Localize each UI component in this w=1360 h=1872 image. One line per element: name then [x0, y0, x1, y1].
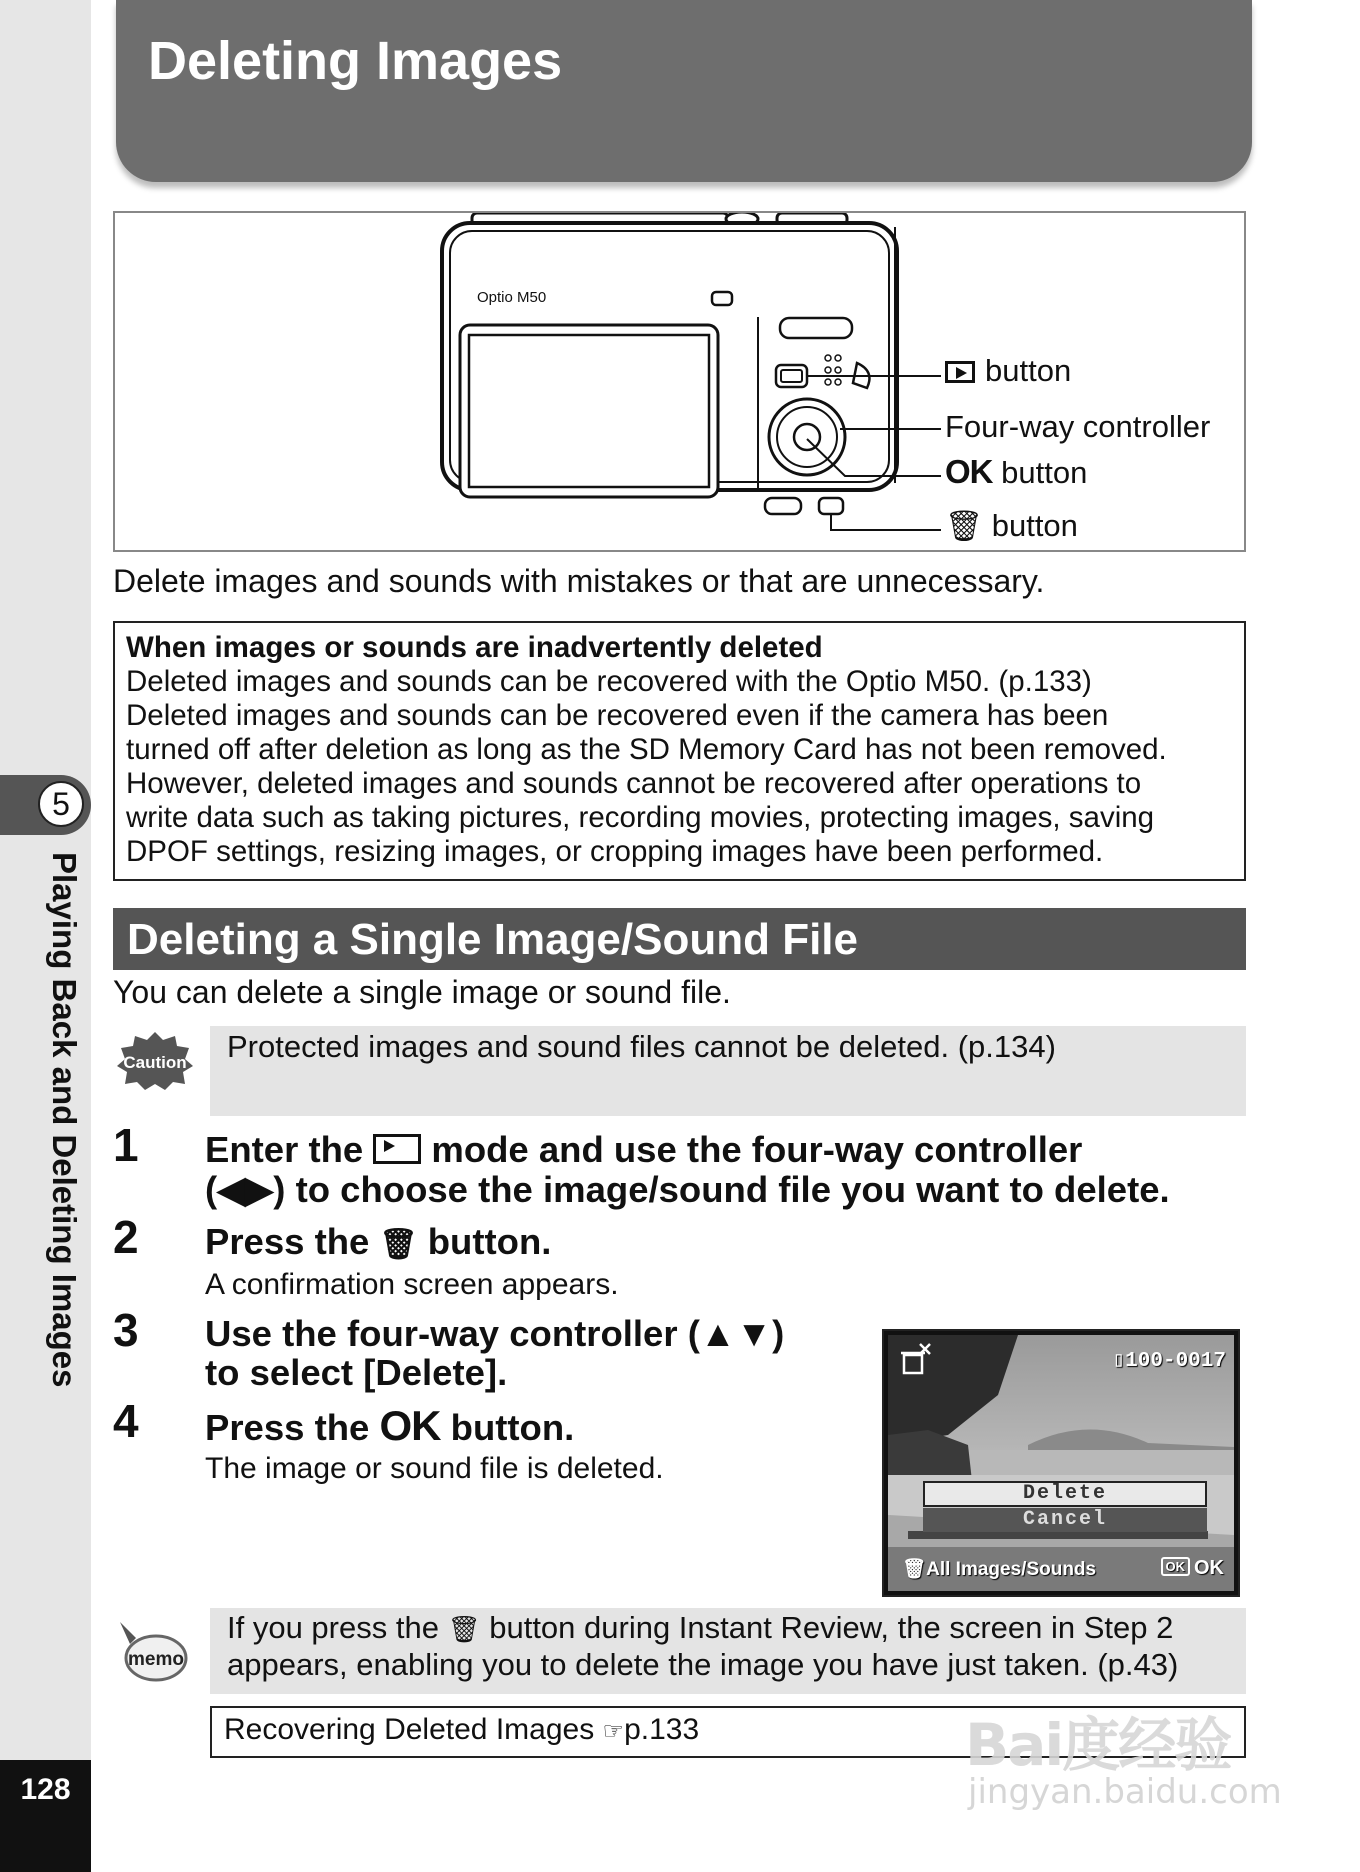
caution-icon	[115, 1030, 195, 1092]
trash-icon: 🗑	[945, 510, 984, 543]
step-1-line1: Enter the mode and use the four-way controller	[205, 1129, 1083, 1170]
note-heading: When images or sounds are inadvertently deleted	[126, 631, 823, 664]
note-line: Deleted images and sounds can be recovered with the Optio M50. (p.133)	[126, 665, 1092, 698]
camera-figure	[113, 211, 1246, 552]
chapter-title: Playing Back and Deleting Images	[46, 852, 83, 1388]
four-way-controller-callout: Four-way controller	[945, 409, 1211, 444]
section-heading-bar	[113, 908, 1246, 970]
note-line: However, deleted images and sounds cannot be recovered after operations to	[126, 767, 1142, 800]
memo-icon	[116, 1618, 188, 1684]
note-line: write data such as taking pictures, recording movies, protecting images, saving	[126, 801, 1155, 834]
menu-cancel-option[interactable]: Cancel	[923, 1508, 1207, 1532]
svg-text:memo: memo	[128, 1649, 184, 1670]
svg-text:Caution: Caution	[123, 1053, 187, 1072]
step-number: 1	[113, 1119, 139, 1171]
playback-button-callout: button	[945, 353, 1071, 389]
step-2-title: Press the 🗑 button.	[205, 1221, 552, 1262]
file-number: ▯100-0017	[1112, 1350, 1226, 1373]
title-banner	[116, 0, 1252, 182]
lcd-beach-photo	[888, 1335, 1234, 1591]
svg-text:Optio M50: Optio M50	[477, 289, 547, 306]
watermark-url: jingyan.baidu.com	[968, 1772, 1282, 1812]
menu-delete-option[interactable]: Delete	[923, 1481, 1207, 1507]
step-number: 2	[113, 1211, 139, 1263]
trash-icon: 🗑	[447, 1614, 481, 1644]
step-1-line2: (◀▶) to choose the image/sound file you want to delete.	[205, 1169, 1170, 1210]
step-number: 3	[113, 1304, 139, 1356]
recovery-note	[113, 621, 1246, 881]
step-3-line1: Use the four-way controller (▲▼)	[205, 1313, 785, 1354]
page-number: 128	[20, 1773, 71, 1806]
trash-icon: 🗑	[902, 1559, 927, 1580]
pointing-hand-icon: ☞	[602, 1718, 625, 1745]
chapter-number: 5	[38, 781, 84, 827]
note-line: turned off after deletion as long as the SD Memory Card has not been removed.	[126, 733, 1167, 766]
step-4-title: Press the OK button.	[205, 1402, 575, 1449]
watermark-logo: Bai度经验	[965, 1711, 1231, 1779]
memo-text: If you press the 🗑 button during Instant Review, the screen in Step 2 appears, enabling you to delete the image you have just taken. (p.43)	[227, 1610, 1179, 1682]
delete-button-callout: 🗑 button	[945, 508, 1078, 543]
step-3-line2: to select [Delete].	[205, 1352, 508, 1393]
playback-icon	[373, 1134, 421, 1164]
trash-icon: 🗑	[379, 1228, 418, 1261]
note-line: DPOF settings, resizing images, or cropping images have been performed.	[126, 835, 1104, 868]
lcd-confirmation-screen	[882, 1329, 1240, 1597]
step-number: 4	[113, 1395, 139, 1447]
ok-hint: OK OK	[1161, 1557, 1225, 1580]
camera-illustration	[115, 213, 1244, 550]
section-intro: You can delete a single image or sound file.	[113, 974, 731, 1010]
reference-box: Recovering Deleted Images ☞p.133	[210, 1706, 1246, 1758]
intro-text: Delete images and sounds with mistakes or that are unnecessary.	[113, 563, 1045, 599]
playback-icon	[945, 361, 975, 383]
ok-button-callout: OK button	[945, 453, 1088, 490]
delete-mode-icon	[898, 1341, 934, 1377]
section-heading: Deleting a Single Image/Sound File	[127, 915, 859, 964]
all-images-sounds-hint: 🗑All Images/Sounds	[902, 1559, 1097, 1580]
step-2-sub: A confirmation screen appears.	[205, 1268, 619, 1301]
caution-text: Protected images and sound files cannot be deleted. (p.134)	[227, 1029, 1056, 1064]
reference-link[interactable]: p.133	[624, 1713, 700, 1746]
step-4-sub: The image or sound file is deleted.	[205, 1452, 664, 1485]
note-line: Deleted images and sounds can be recovered even if the camera has been	[126, 699, 1109, 732]
page-title: Deleting Images	[148, 31, 563, 91]
